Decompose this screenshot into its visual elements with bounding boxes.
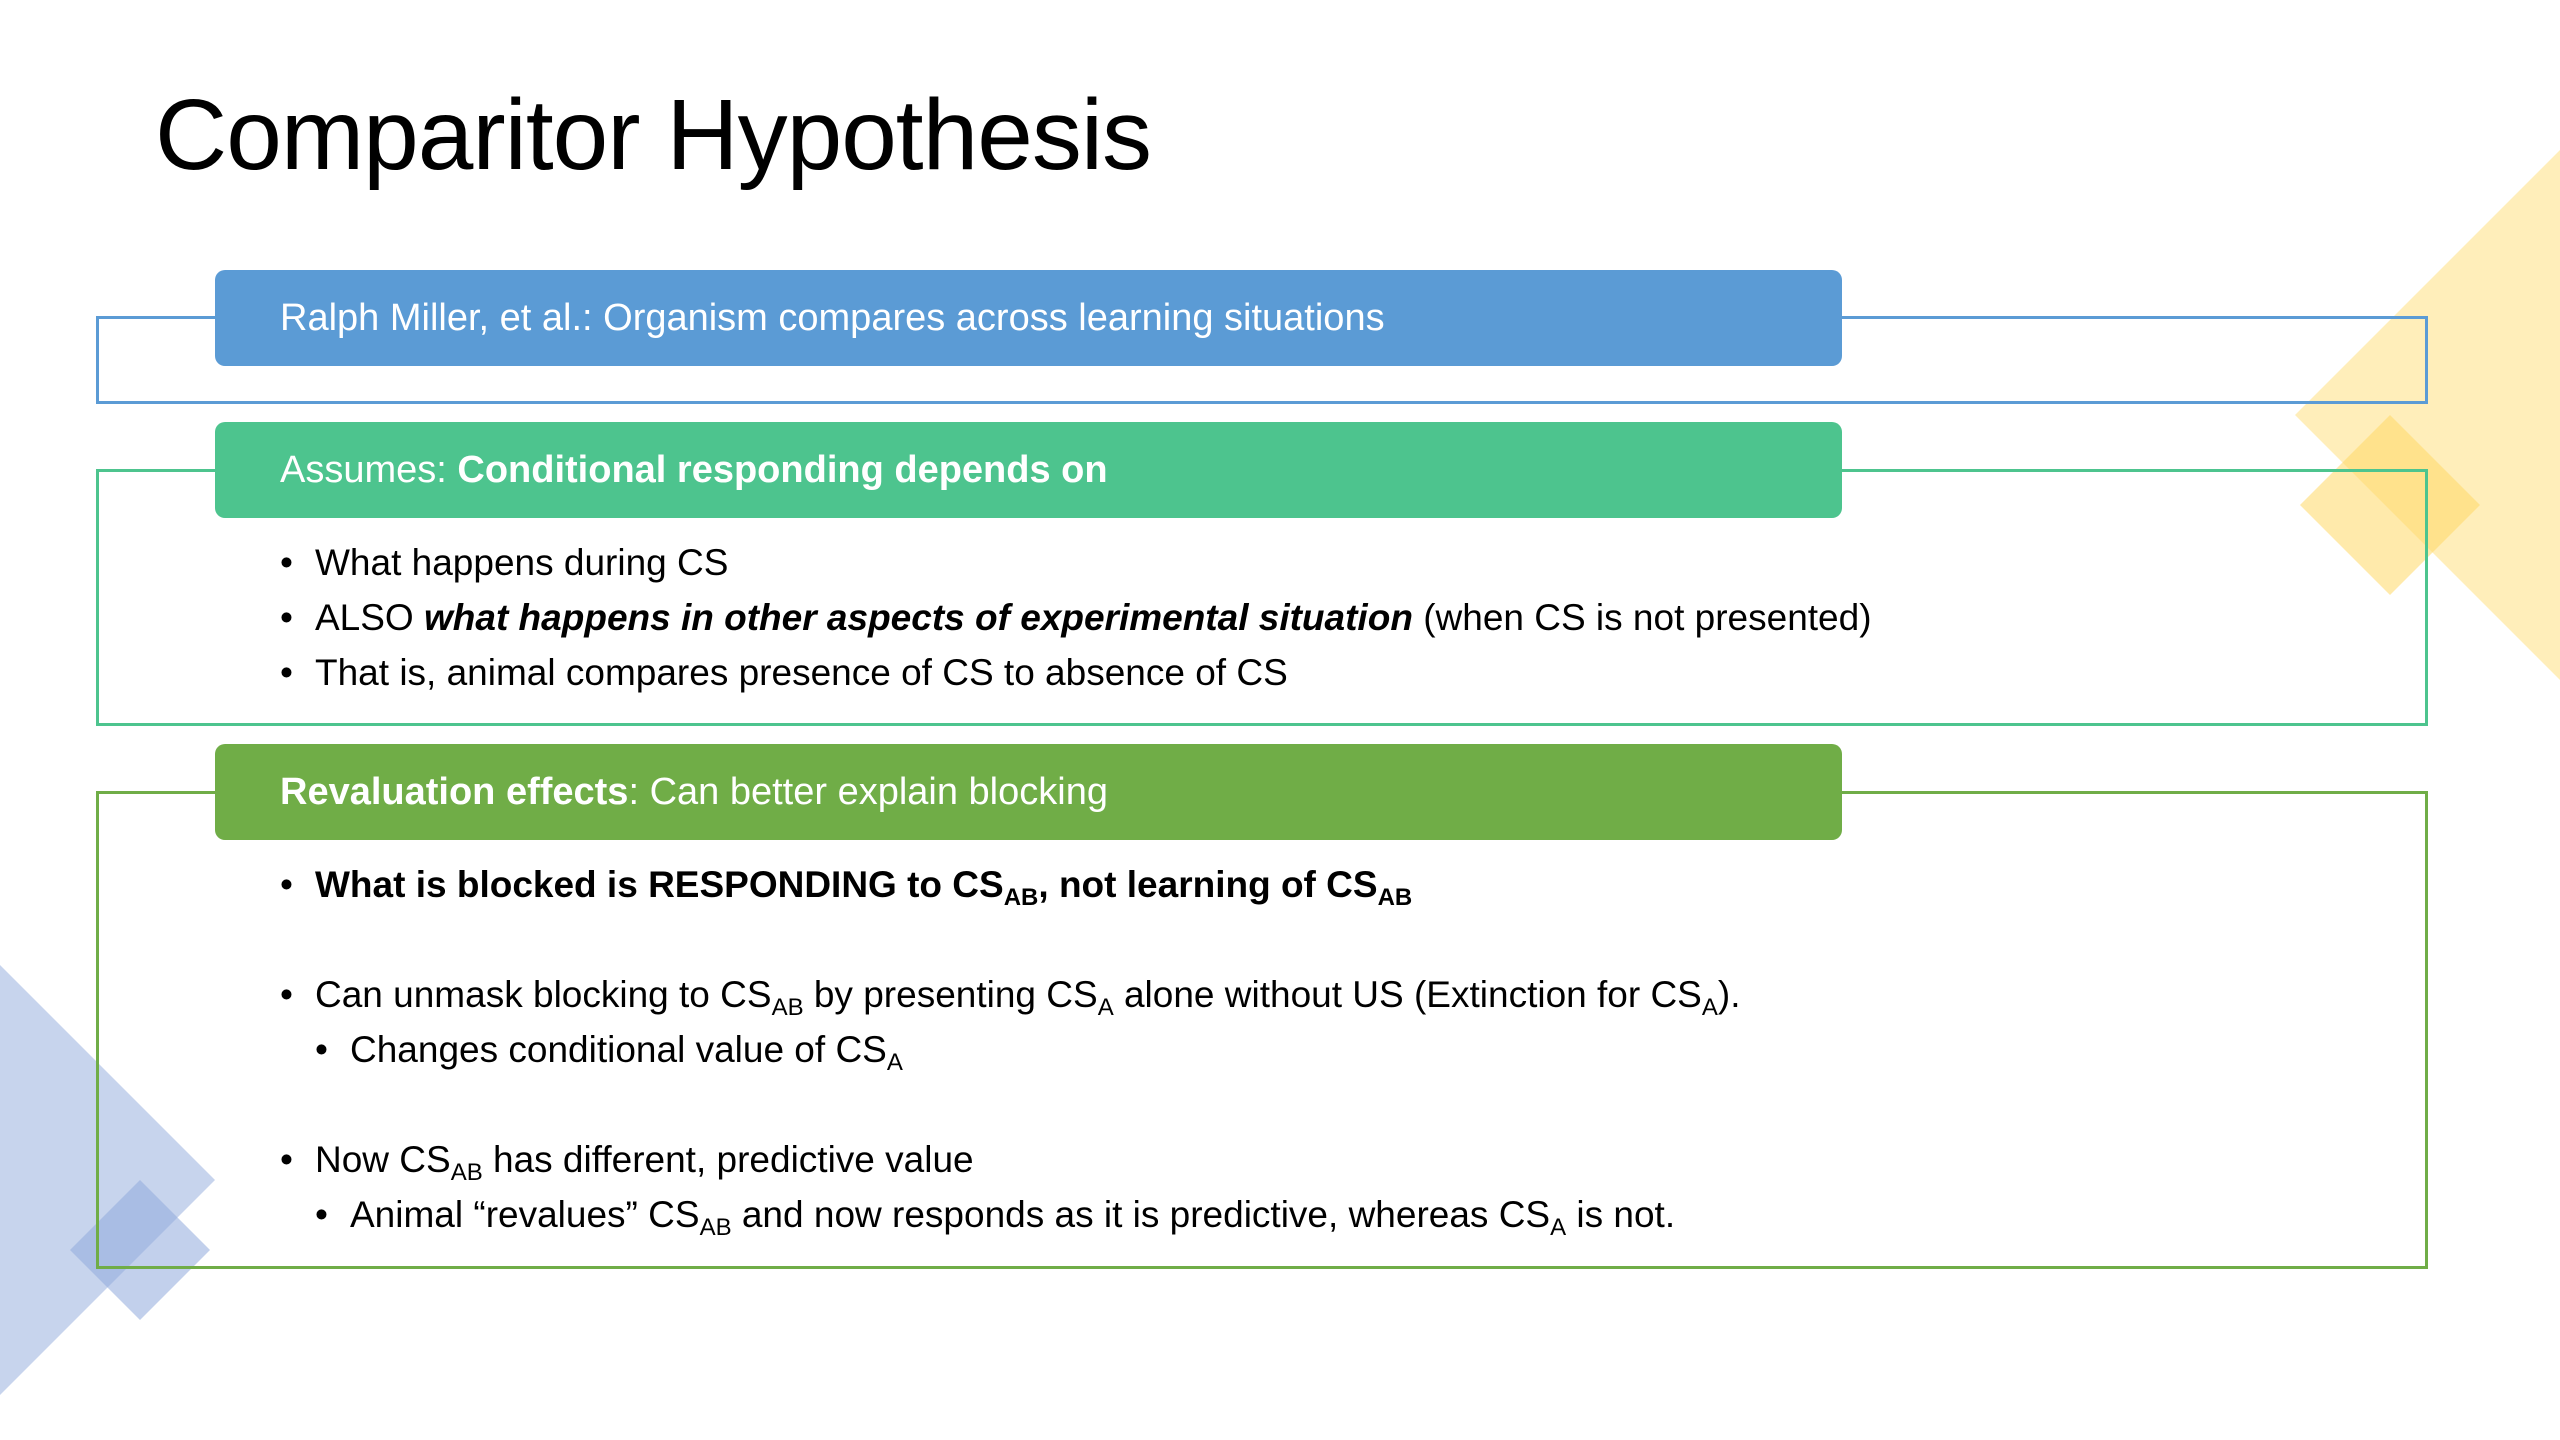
list-item [280, 590, 1872, 645]
list-item: • Animal “revalues” $CS_{AB}$ and now responds as it is predictive, whereas $CS_A$ is not. [315, 1187, 1740, 1242]
bullet-emphasis: what happens in other aspects of experimental situation [424, 597, 1413, 638]
bullet-suffix: (when CS is not presented) [1412, 597, 1872, 638]
bullet-prefix: ALSO [315, 597, 424, 638]
list-item: • What is blocked is RESPONDING to $CS_{AB}$, not learning of $CS_{AB}$ [280, 857, 1740, 912]
slide-title: Comparitor Hypothesis [155, 79, 1152, 191]
list-item [280, 645, 1872, 700]
revaluation-header-rest: : Can better explain blocking [628, 770, 1108, 813]
list-item: • Changes conditional value of $CS_A$ [315, 1022, 1740, 1077]
bullet-text: What happens during CS [315, 542, 729, 583]
miller-header-text: Ralph Miller, et al.: Organism compares across learning situations [280, 296, 1385, 339]
list-item: • Now $CS_{AB}$ has different, predictive value [280, 1132, 1740, 1187]
miller-header [215, 270, 1842, 366]
assumes-bullet-list [280, 535, 1872, 700]
revaluation-header [215, 744, 1842, 840]
list-item [280, 535, 1872, 590]
bullet-text: That is, animal compares presence of CS to absence of CS [315, 652, 1288, 693]
revaluation-bullet-list [280, 857, 1740, 1242]
assumes-header-bold: Conditional responding depends on [457, 448, 1108, 491]
revaluation-header-bold: Revaluation effects [280, 770, 629, 813]
list-item: • Can unmask blocking to $CS_{AB}$ by presenting $CS_A$ alone without US (Extinction for $CS_A$). [280, 967, 1740, 1022]
assumes-header-prefix: Assumes: [280, 448, 458, 491]
assumes-header [215, 422, 1842, 518]
